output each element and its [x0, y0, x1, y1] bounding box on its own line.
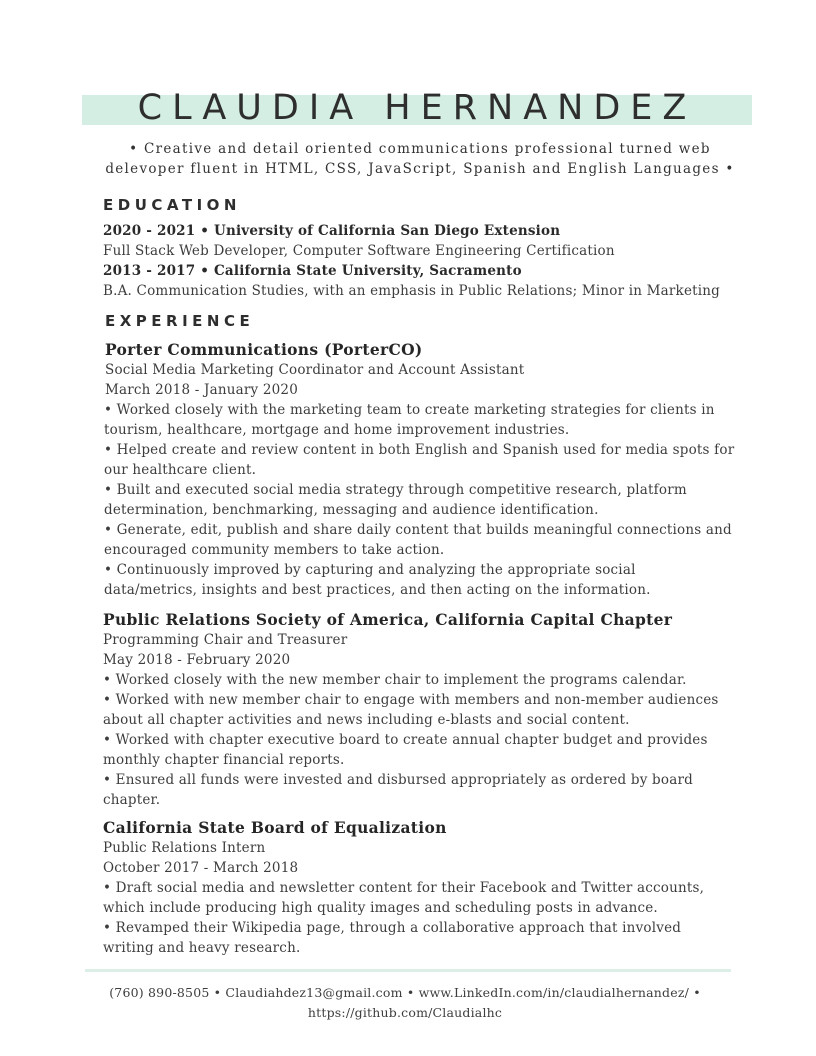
job-role: Social Media Marketing Coordinator and Account Assistant [105, 362, 525, 378]
job-bullet-line: tourism, healthcare, mortgage and home improvement industries. [104, 422, 570, 438]
job-bullet-line: • Generate, edit, publish and share daily content that builds meaningful connections and [104, 522, 732, 538]
job-bullet-line: • Worked closely with the marketing team to create marketing strategies for clients in [104, 402, 715, 418]
job-bullet-line: • Worked closely with the new member chair to implement the programs calendar. [103, 672, 687, 688]
job-bullet-line: • Worked with new member chair to engage with members and non-member audiences [103, 692, 719, 708]
job-dates: October 2017 - March 2018 [103, 860, 299, 876]
education-entry-title: 2013 - 2017 • California State University, Sacramento [103, 263, 522, 279]
education-heading: EDUCATION [103, 196, 241, 214]
education-entry-detail: B.A. Communication Studies, with an emphasis in Public Relations; Minor in Marketing [103, 283, 721, 299]
job-bullet-line: monthly chapter financial reports. [103, 752, 345, 768]
job-role: Public Relations Intern [103, 840, 266, 856]
profile-summary: • Creative and detail oriented communications professional turned web delevoper fluent in HTML, CSS, JavaScript, Spanish and English Languages • [105, 141, 735, 177]
job-bullet-line: determination, benchmarking, messaging and audience identification. [104, 502, 599, 518]
job-bullet-line: writing and heavy research. [103, 940, 301, 956]
job-bullet-line: • Worked with chapter executive board to create annual chapter budget and provides [103, 732, 708, 748]
footer-divider [85, 969, 731, 972]
job-bullet-line: • Helped create and review content in both English and Spanish used for media spots for [104, 442, 735, 458]
job-bullet-line: • Ensured all funds were invested and disbursed appropriately as ordered by board [103, 772, 693, 788]
job-bullet-line: our healthcare client. [104, 462, 257, 478]
job-bullet-line: chapter. [103, 792, 161, 808]
contact-footer [90, 983, 720, 1023]
job-bullet-line: • Continuously improved by capturing and analyzing the appropriate social [104, 562, 636, 578]
job-bullet-line: • Draft social media and newsletter content for their Facebook and Twitter accounts, [103, 880, 705, 896]
job-organization: Public Relations Society of America, California Capital Chapter [103, 610, 673, 629]
education-entry-detail: Full Stack Web Developer, Computer Software Engineering Certification [103, 243, 615, 259]
job-dates: May 2018 - February 2020 [103, 652, 291, 668]
job-bullet-line: • Revamped their Wikipedia page, through a collaborative approach that involved [103, 920, 682, 936]
contact-line: (760) 890-8505 • Claudiahdez13@gmail.com • www.LinkedIn.com/in/claudialhernandez/ • [109, 985, 701, 1000]
github-link[interactable]: https://github.com/Claudialhc [307, 1005, 503, 1020]
job-bullet-line: about all chapter activities and news including e-blasts and social content. [103, 712, 630, 728]
experience-heading: EXPERIENCE [105, 312, 255, 330]
candidate-name: CLAUDIA HERNANDEZ [137, 88, 697, 128]
job-bullet-line: • Built and executed social media strategy through competitive research, platform [104, 482, 687, 498]
job-organization: Porter Communications (PorterCO) [105, 340, 423, 359]
job-bullet-line: encouraged community members to take action. [104, 542, 445, 558]
job-bullet-line: data/metrics, insights and best practices, and then acting on the information. [104, 582, 651, 598]
education-entry-title: 2020 - 2021 • University of California San Diego Extension [103, 223, 561, 239]
job-organization: California State Board of Equalization [103, 818, 447, 837]
job-dates: March 2018 - January 2020 [105, 382, 298, 398]
job-bullet-line: which include producing high quality images and scheduling posts in advance. [103, 900, 658, 916]
job-role: Programming Chair and Treasurer [103, 632, 348, 648]
